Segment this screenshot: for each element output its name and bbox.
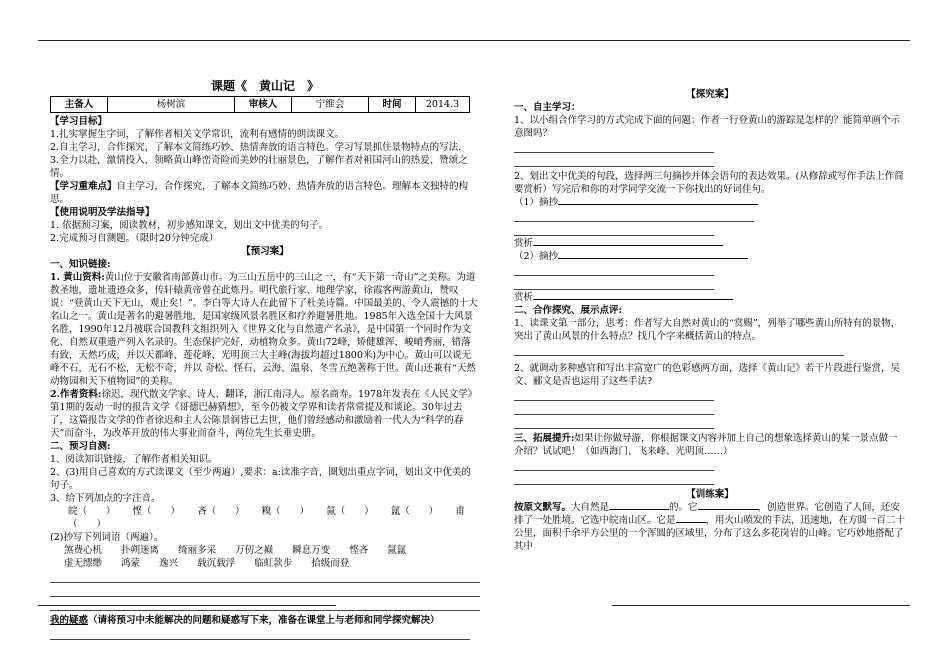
reviewer-value: 宁维会: [292, 97, 369, 113]
pinyin-item[interactable]: 甫（ ）: [68, 506, 465, 530]
extend-question: [514, 432, 906, 458]
knowledge-heading: 一、知识链接:: [50, 259, 111, 270]
self-study-heading: 一、自主学习：: [514, 102, 581, 113]
host-value: 杨树滨: [108, 97, 235, 113]
doubt-answer-line[interactable]: [50, 627, 470, 640]
answer-line[interactable]: [514, 416, 714, 429]
self-test-3: 3、给下列加点的字注音。: [50, 493, 161, 504]
answer-line[interactable]: [514, 263, 714, 276]
pinyin-item[interactable]: 糗（ ）: [261, 506, 310, 517]
answer-line[interactable]: [514, 209, 754, 222]
answer-line[interactable]: [514, 277, 714, 290]
excerpt-1-line[interactable]: [558, 204, 758, 205]
top-rule: [38, 40, 910, 41]
appreciate-2-label: 赏析: [514, 292, 534, 303]
author-info: [50, 388, 480, 440]
recite-blank-1[interactable]: [609, 509, 669, 510]
coop-question-2: 2、就调动多种感官和写出丰富宽广的色彩感两方面，选择《黄山记》若干片段进行鉴赏，吴文、郦文是否也运用了这些手法?: [514, 363, 901, 387]
goal-2: 2.自主学习，合作探究，了解本文简练巧妙、热情奔放的语言特色。学习写景抓住景物特点的写法.: [50, 142, 462, 153]
answer-line[interactable]: [514, 223, 714, 236]
excerpt-2-label: （2）摘抄: [514, 251, 559, 262]
copy-line[interactable]: [50, 570, 480, 583]
word: 临虹款步: [254, 558, 293, 569]
huangshan-info: [50, 271, 480, 388]
recite-blank-2[interactable]: [698, 509, 758, 510]
page-title: 课题《 黄山记 》: [210, 79, 319, 93]
word: 逸兴: [159, 558, 179, 569]
preview-heading: 【预习案】: [241, 246, 289, 257]
word: 瞬息万变: [292, 545, 331, 556]
huangshan-info-text: 黄山位于安徽省南部黄山市。为三山五岳中的三山之一，有“天下第一奇山”之美称。为道教圣地，遗址遗迹众多，传轩辕黄帝曾在此炼丹。明代旅行家、地理学家，徐霞客两游黄山，赞叹说：“登黄山天下无山，观止矣！”。李白等大诗人在此留下了杜美诗篇。中国最美的、令人震撼的十大名山之一。黄山是著名的避暑胜地，是国家级风景名胜区和疗养避暑胜地。1985年入选全国十大风景名胜，1990年12月被联合国教科文组织列入《世界文化与自然遗产名录》，是中国第一个同时作为文化、自然双重遗产列入名录的。生态保护完好，动植物众多。黄山72峰，矫健雄浑，峻峭秀丽，错落有致，天然巧成，并以天都峰、莲花峰、光明顶三大主峰(海拔均超过1800米)为中心。黄山可以说无峰不石，无石不松，无松不奇，并以 奇松、怪石、云海、温泉、冬雪五绝著称于世。黄山还兼有“天然动物园和天下植物园”的美称。: [50, 272, 478, 387]
usage-heading: 【使用说明及学法指导】: [50, 207, 155, 218]
doubt-label: 我的疑惑: [50, 615, 89, 626]
self-test-2: 2、(3)用自己喜欢的方式读课文（至少两遍）,要求：a:读准字音，圈划出重点字词，划出文中优美的句子。: [50, 467, 471, 491]
time-value: 2014.3: [416, 97, 470, 113]
appreciate-1-label: 赏析: [514, 238, 534, 249]
right-column: [514, 88, 906, 553]
recite-part-2: 的。它: [669, 502, 698, 513]
bottom-rule-right: [612, 605, 910, 606]
pinyin-item[interactable]: 氲（ ）: [390, 506, 439, 517]
doubt-line: [50, 614, 480, 627]
usage-2: 2.完成预习自测题。（限时20分钟完成）: [50, 233, 219, 244]
pinyin-item[interactable]: 皖（ ）: [68, 506, 116, 517]
question-2: 2、划出文中优美的句段，选择两三句摘抄并体会语句的表达效果。(从修辞或写作手法上作简要赏析）写完后和你的对学同学交流一下你找出的好词佳句。: [514, 171, 904, 195]
usage-1: 1. 依据预习案，阅读教材，初步感知课文，划出文中优美的句子。: [50, 220, 329, 231]
self-test-heading: 二、预习自测:: [50, 441, 111, 452]
answer-line[interactable]: [514, 343, 844, 356]
goal-1: 1.扎实掌握生字词，了解作者相关文学常识，流利有感情的朗读课文。: [50, 129, 345, 140]
words-row-1: [50, 544, 480, 557]
answer-line[interactable]: [514, 458, 714, 471]
word: 煞费心机: [64, 545, 103, 556]
focus-heading: 【学习重难点】: [50, 181, 117, 192]
host-label: 主备人: [51, 97, 108, 113]
recite-blank-3[interactable]: [676, 522, 706, 523]
answer-line[interactable]: [514, 388, 714, 401]
meta-table: [50, 96, 470, 113]
word: 拾级而登: [311, 558, 350, 569]
word: 万仞之巅: [235, 545, 274, 556]
appreciate-2: [514, 291, 906, 304]
pinyin-row: [50, 505, 480, 531]
words-row-2: [50, 557, 480, 570]
doubt-text: （请将预习中未能解决的问题和疑惑写下来，准备在课堂上与老师和同学探究解决）: [88, 615, 440, 626]
pinyin-item[interactable]: 悭（ ）: [132, 506, 181, 517]
answer-line[interactable]: [514, 472, 714, 485]
question-1: 1、以小组合作学习的方式完成下面的问题：作者一行登黄山的游踪是怎样的？能简单画个示意图吗？: [514, 115, 901, 139]
word: 载沉载浮: [197, 558, 236, 569]
reviewer-label: 审核人: [235, 97, 292, 113]
goals-heading: 【学习目标】: [50, 116, 108, 127]
appreciate-1-line[interactable]: [533, 245, 723, 246]
explore-heading: 【探究案】: [686, 89, 734, 100]
answer-line[interactable]: [514, 154, 714, 167]
time-label: 时间: [369, 97, 416, 113]
appreciate-1: [514, 237, 906, 250]
left-column: [50, 80, 480, 641]
word: 氤氲: [387, 545, 407, 556]
huangshan-info-label: 1. 黄山资料:: [50, 272, 105, 283]
excerpt-1: [514, 196, 906, 209]
appreciate-2-line[interactable]: [533, 299, 733, 300]
word: 悭吝: [349, 545, 369, 556]
train-heading: 【训练案】: [686, 489, 734, 500]
recite-part-4: ，用火山喷发的手法，迅速地，在方圆一百二十公里，面积千余平方公里的一个浑圆的区域里，分布了这么多花岗岩的山峰。它巧妙地搭配了其中: [514, 515, 906, 552]
copy-words-label: (2)抄写下列词语（两遍）。: [50, 532, 164, 543]
recite-label: 按原文默写。: [514, 502, 572, 513]
recite-part-1: 大自然是: [571, 502, 610, 513]
goal-3: 3.全力以赴，激情投入，领略黄山峰峦奇险而美妙的壮丽景色，了解作者对祖国河山的热爱、赞颂之情。: [50, 155, 468, 179]
answer-line[interactable]: [514, 402, 714, 415]
copy-line[interactable]: [50, 584, 480, 597]
extend-text: 如果让你做导游，你根据课文内容并加上自己的想象选择黄山的某一景点做一介绍？试试吧！（如西海门、飞来峰、光明顶……）: [514, 433, 898, 457]
pinyin-item[interactable]: 吝（ ）: [197, 506, 245, 517]
coop-heading: 二、合作探究、展示点评:: [514, 305, 623, 316]
word: 扑朔迷离: [121, 545, 160, 556]
focus-line: [50, 180, 480, 206]
focus-text: 自主学习，合作探究，了解本文简练巧妙、热情奔放的语言特色。理解本文独特的构思。: [50, 181, 469, 205]
excerpt-2: [514, 250, 906, 263]
word: 虚无缥缈: [64, 558, 103, 569]
excerpt-2-line[interactable]: [558, 258, 748, 259]
author-info-label: 2.作者资料:: [50, 389, 102, 400]
word: 绮丽多采: [178, 545, 217, 556]
extend-label: 三、拓展提升:: [514, 433, 575, 444]
word: 鸿蒙: [121, 558, 141, 569]
self-test-1: 1、阅读知识链接，了解作者相关知识。: [50, 454, 218, 465]
pinyin-item[interactable]: 氤（ ）: [326, 506, 374, 517]
copy-line[interactable]: [50, 598, 480, 611]
answer-line[interactable]: [514, 140, 714, 153]
recite-text: [514, 501, 906, 553]
excerpt-1-label: （1）摘抄: [514, 197, 559, 208]
recite-part-3: ，创造世界。它创造了人间，还安排了一处胜境。它选中皖南山区。它是: [514, 502, 901, 526]
coop-question-1: 1、读课文第一部分，思考：作者写大自然对黄山的“赏赐”，列举了哪些黄山所特有的景物，突出了黄山风景的什么特点？找几个字来概括黄山的特点。: [514, 318, 901, 342]
author-info-text: 徐迟，现代散文学家、诗人、翻译，浙江南浔人。原名商寿。1978年发表在《人民文学》第1期的轰动一时的报告文学《哥德巴赫猜想》，至今仍被文学界和读者常常提及和谈论。30年过去了，这篇报告文学的作者徐迟和主人公陈景润皆已去世，他们曾经感动和激励着一代人为“科学的春天”而奋斗，为改革开放的伟大事业而奋斗，两位先生长垂史册。: [50, 389, 478, 439]
